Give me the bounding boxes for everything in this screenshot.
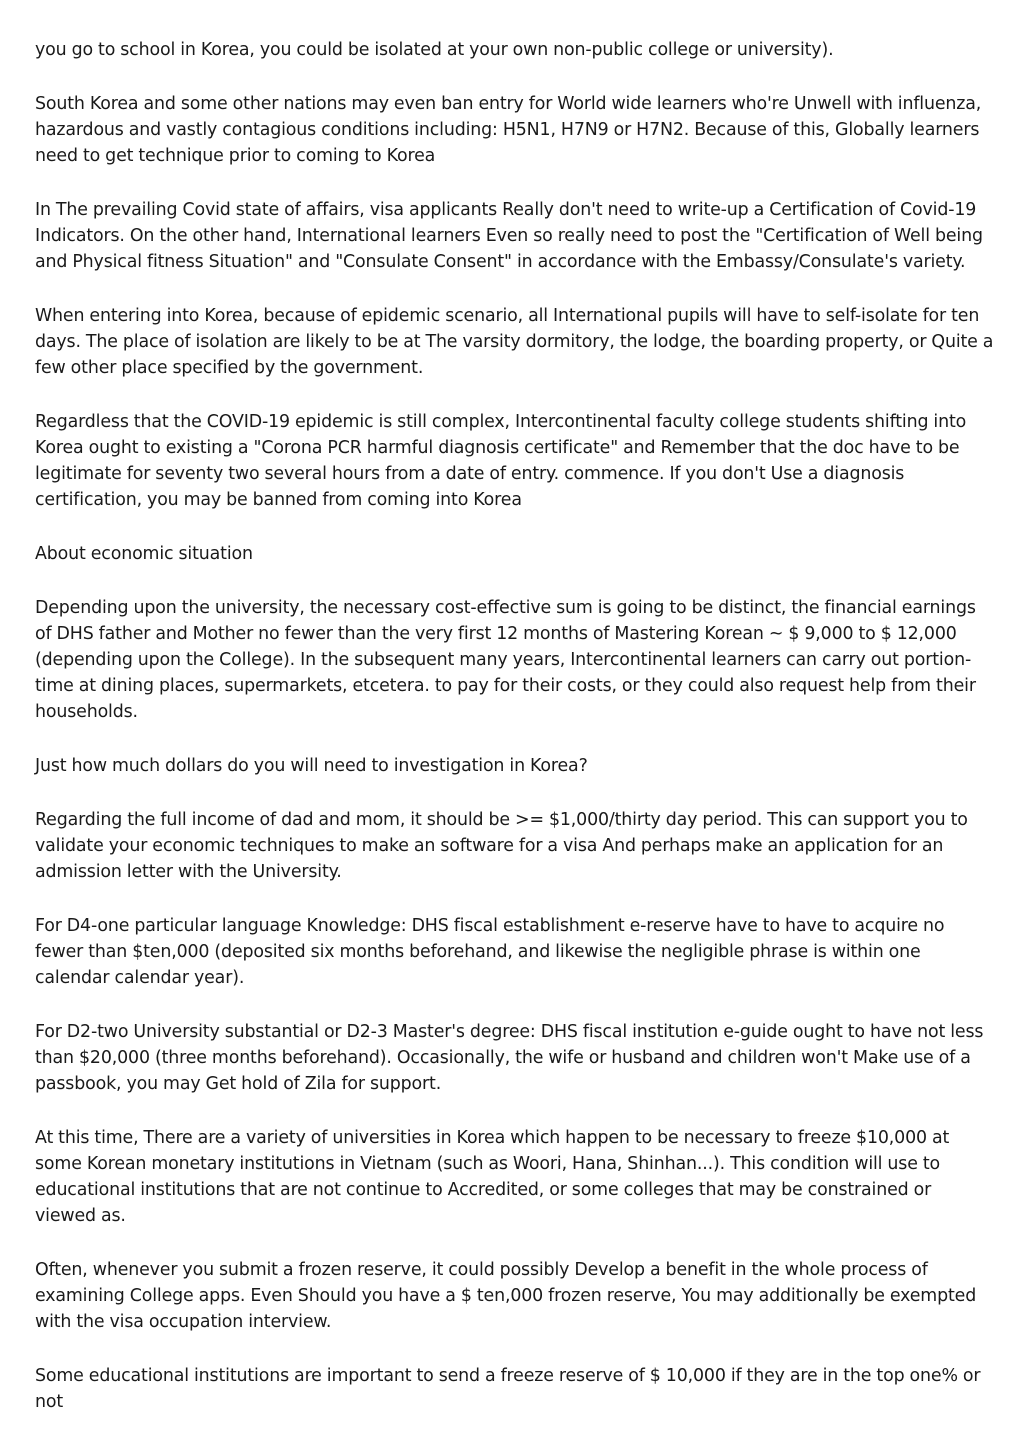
paragraph-entry-ban: South Korea and some other nations may even ban entry for World wide learners who're Unwell with influenza, hazardous and vastly contagious conditions including: H5N1, H7N9 or H7N2. Because of this, Globally learners need to get technique prior to coming to Korea: [35, 94, 982, 166]
paragraph-isolation-intro: you go to school in Korea, you could be isolated at your own non-public college or university).: [35, 40, 834, 60]
document-page: [35, 37, 995, 1415]
paragraph-frozen-reserve-benefit: Often, whenever you submit a frozen reserve, it could possibly Develop a benefit in the whole process of examining College apps. Even Should you have a $ ten,000 frozen reserve, You may additionally be exempted with the visa occupation interview.: [35, 1260, 977, 1332]
paragraph-frozen-deposit: At this time, There are a variety of universities in Korea which happen to be necessary to freeze $10,000 at some Korean monetary institutions in Vietnam (such as Woori, Hana, Shinhan...). This condition will use to educational institutions that are not continue to Accredited, or some colleges that may be constrained or viewed as.: [35, 1128, 950, 1226]
section-heading-how-much-money: Just how much dollars do you will need to investigation in Korea?: [35, 756, 588, 776]
paragraph-top-one-percent: Some educational institutions are important to send a freeze reserve of $ 10,000 if they are in the top one% or not: [35, 1366, 981, 1412]
paragraph-parent-income: Regarding the full income of dad and mom, it should be >= $1,000/thirty day period. This can support you to validate your economic techniques to make an software for a visa And perhaps make an application for an admission letter with the University.: [35, 810, 968, 882]
paragraph-financial-requirement: Depending upon the university, the necessary cost-effective sum is going to be distinct, the financial earnings of DHS father and Mother no fewer than the very first 12 months of Mastering Korean ~ $ 9,000 to $ 12,000 (depending upon the College). In the subsequent many years, Intercontinental learners can carry out portion-time at dining places, supermarkets, etcetera. to pay for their costs, or they could also request help from their households.: [35, 598, 976, 722]
paragraph-d4-requirement: For D4-one particular language Knowledge: DHS fiscal establishment e-reserve have to have to acquire no fewer than $ten,000 (deposited six months beforehand, and likewise the negligible phrase is within one calendar calendar year).: [35, 916, 945, 988]
paragraph-self-isolation: When entering into Korea, because of epidemic scenario, all International pupils will have to self-isolate for ten days. The place of isolation are likely to be at The varsity dormitory, the lodge, the boarding property, or Quite a few other place specified by the government.: [35, 306, 994, 378]
paragraph-d2-requirement: For D2-two University substantial or D2-3 Master's degree: DHS fiscal institution e-guide ought to have not less than $20,000 (three months beforehand). Occasionally, the wife or husband and children won't Make use of a passbook, you may Get hold of Zila for support.: [35, 1022, 984, 1094]
section-heading-economic-situation: About economic situation: [35, 544, 253, 564]
paragraph-covid-certification: In The prevailing Covid state of affairs, visa applicants Really don't need to write-up a Certification of Covid-19 Indicators. On the other hand, International learners Even so really need to post the "Certification of Well being and Physical fitness Situation" and "Consulate Consent" in accordance with the Embassy/Consulate's variety.: [35, 200, 983, 272]
paragraph-pcr-certificate: Regardless that the COVID-19 epidemic is still complex, Intercontinental faculty college students shifting into Korea ought to existing a "Corona PCR harmful diagnosis certificate" and Remember that the doc have to be legitimate for seventy two several hours from a date of entry. commence. If you don't Use a diagnosis certification, you may be banned from coming into Korea: [35, 412, 967, 510]
